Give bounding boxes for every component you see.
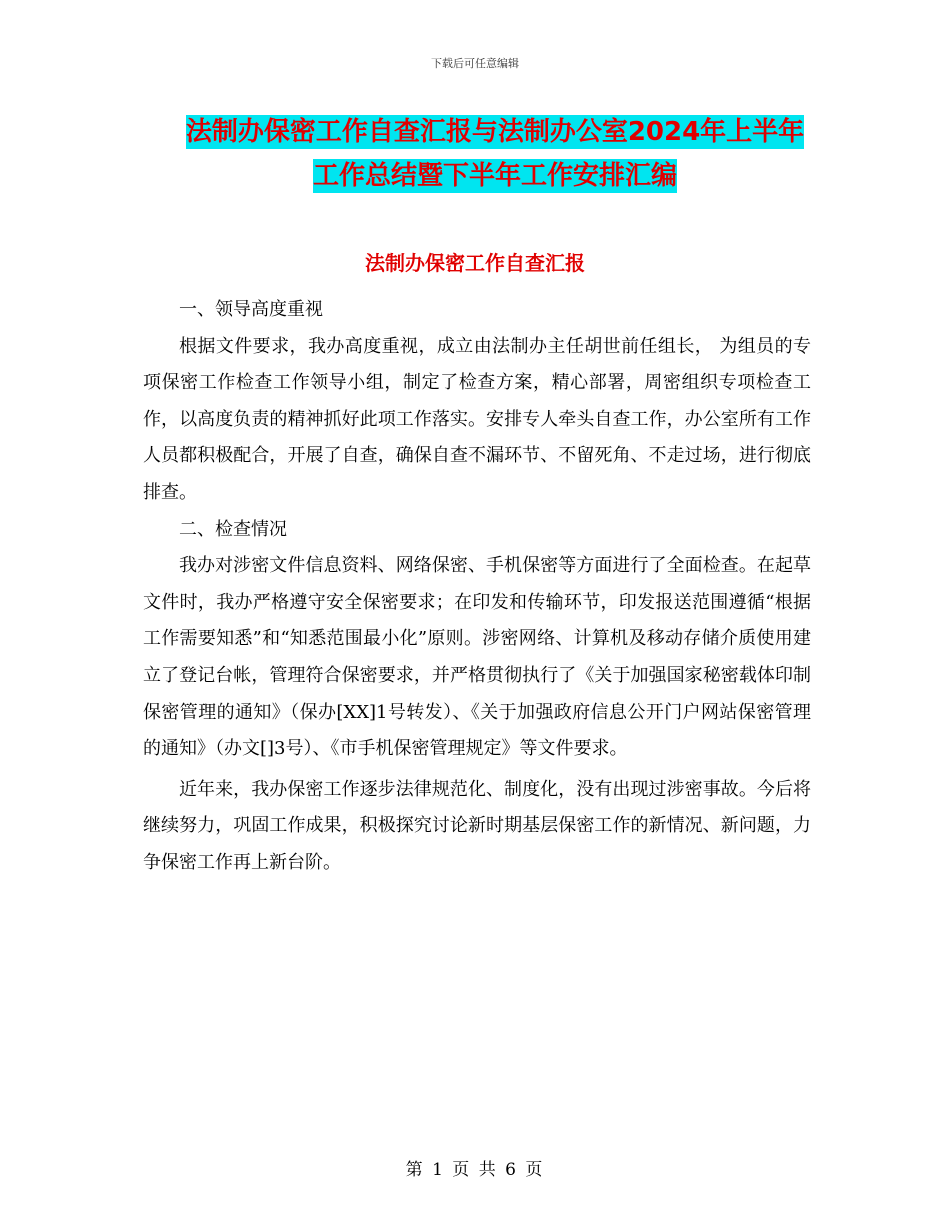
page-footer: 第 1 页 共 6 页 — [405, 1160, 545, 1180]
document-title-line-1: 法制办保密工作自查汇报与法制办公室2024年上半年 — [185, 117, 805, 147]
section-title: 法制办保密工作自查汇报 — [365, 251, 585, 275]
paragraph-leadership: 根据文件要求，我办高度重视，成立由法制办主任胡世前任组长， 为组员的专项保密工作检查工作领导小组，制定了检查方案，精心部署，周密组织专项检查工作，以高度负责的精神抓好此项工作落实。安排专人牵头自查工作，办公室所有工作人员都积极配合，开展了自查，确保自查不漏环节、不留死角、不走过场，进行彻底排查。 — [143, 335, 811, 503]
heading-inspection: 二、检查情况 — [179, 518, 287, 540]
document-title — [140, 110, 850, 198]
document-title-line-2: 工作总结暨下半年工作安排汇编 — [312, 161, 677, 191]
header-note: 下载后可任意编辑 — [431, 57, 519, 70]
paragraph-inspection: 我办对涉密文件信息资料、网络保密、手机保密等方面进行了全面检查。在起草文件时，我办严格遵守安全保密要求；在印发和传输环节，印发报送范围遵循“根据工作需要知悉”和“知悉范围最小化”原则。涉密网络、计算机及移动存储介质使用建立了登记台帐，管理符合保密要求，并严格贯彻执行了《关于加强国家秘密载体印制保密管理的通知》（保办[XX]1号转发）、《关于加强政府信息公开门户网站保密管理的通知》（办文[]3号）、《市手机保密管理规定》等文件要求。 — [143, 555, 811, 760]
heading-leadership: 一、领导高度重视 — [179, 299, 323, 320]
paragraph-conclusion: 近年来，我办保密工作逐步法律规范化、制度化，没有出现过涉密事故。今后将继续努力，巩固工作成果，积极探究讨论新时期基层保密工作的新情况、新问题，力争保密工作再上新台阶。 — [143, 778, 811, 873]
document-body — [143, 292, 811, 882]
